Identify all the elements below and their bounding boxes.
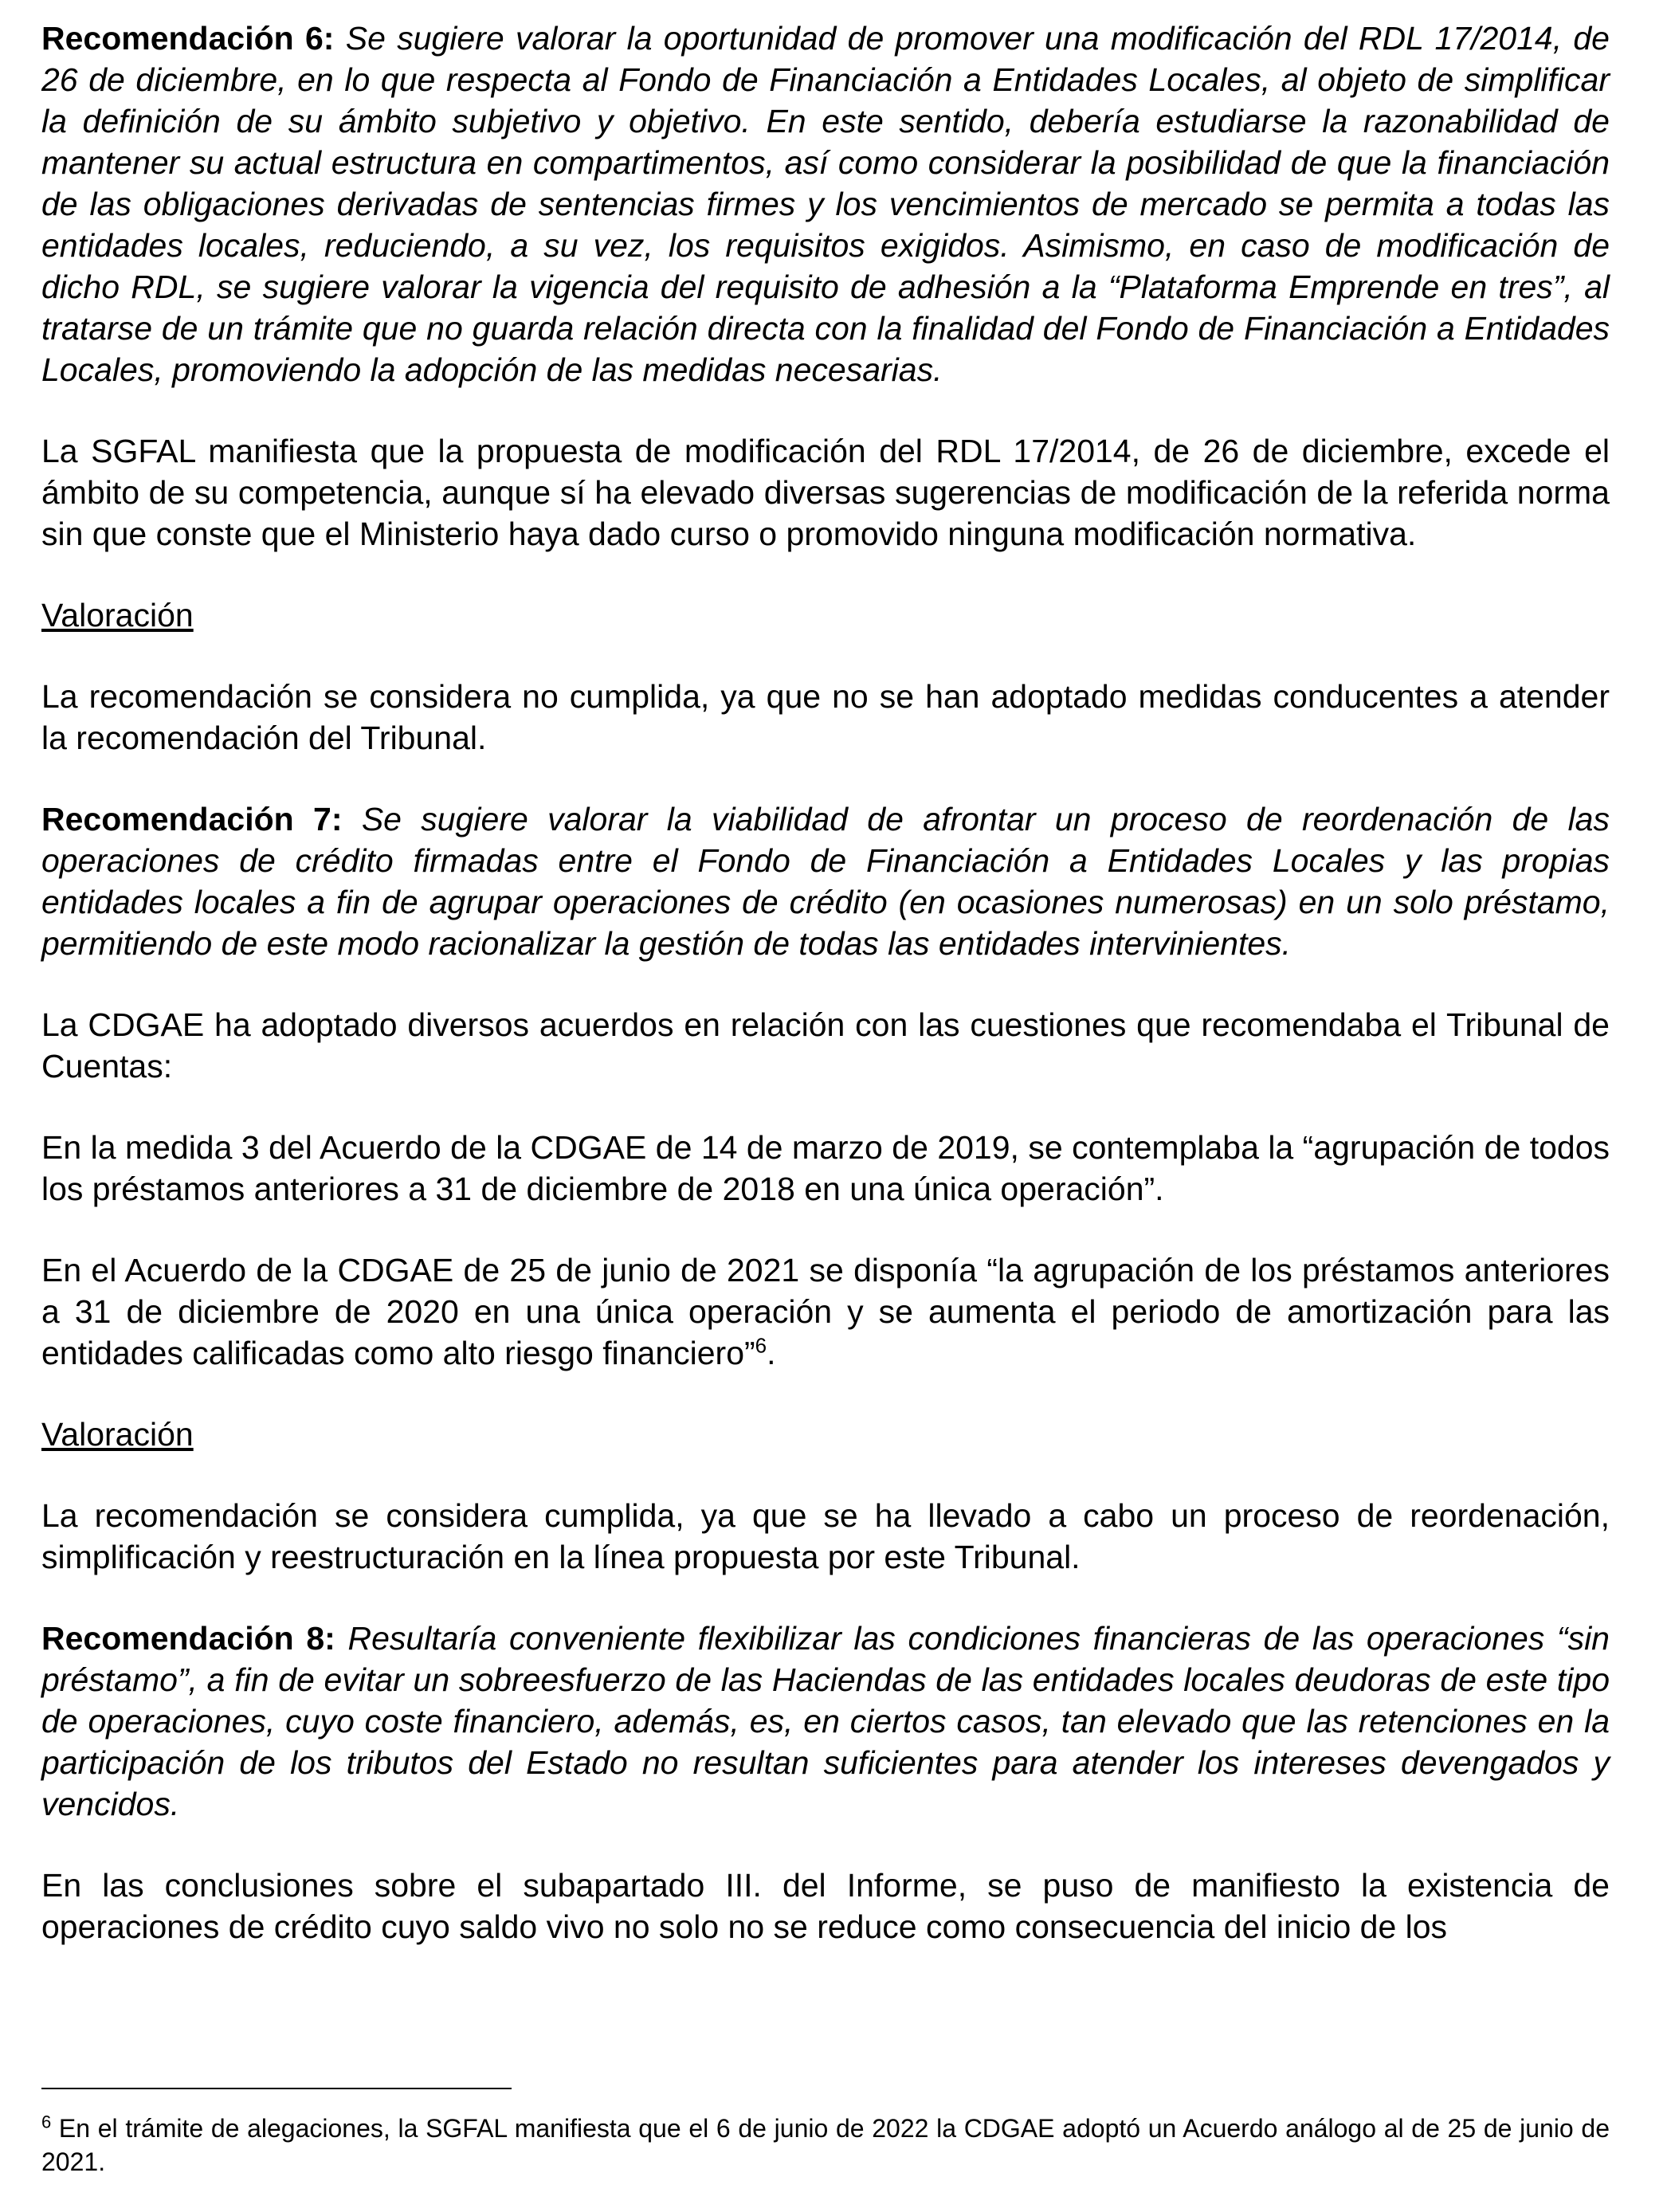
- footnote-separator: [41, 2088, 512, 2089]
- valoracion-heading-text: Valoración: [41, 1416, 194, 1453]
- recommendation-8: [41, 1618, 1610, 1825]
- recommendation-8-text: Resultaría conveniente flexibilizar las condiciones financieras de las operaciones “sin préstamo”, a fin de evitar un sobreesfuerzo de las Haciendas de las entidades locales deudoras de este tipo de operaciones, cuyo coste financiero, además, es, en ciertos casos, tan elevado que las retenciones en la participación de los tributos del Estado no resultan suficientes para atender los intereses devengados y vencidos.: [41, 1620, 1610, 1822]
- recommendation-7-text: Se sugiere valorar la viabilidad de afrontar un proceso de reordenación de las operaciones de crédito firmadas entre el Fondo de Financiación a Entidades Locales y las propias entidades locales a fin de agrupar operaciones de crédito (en ocasiones numerosas) en un solo préstamo, permitiendo de este modo racionalizar la gestión de todas las entidades intervinientes.: [41, 801, 1610, 962]
- recommendation-6-valoracion-heading: [41, 594, 1610, 636]
- footnote-text: En el trámite de alegaciones, la SGFAL manifiesta que el 6 de junio de 2022 la CDGAE adoptó un Acuerdo análogo al de 25 de junio de 2021.: [41, 2114, 1610, 2176]
- recommendation-7-valoracion-heading: [41, 1414, 1610, 1455]
- footnote: [41, 2112, 1610, 2179]
- recommendation-6-text: Se sugiere valorar la oportunidad de promover una modificación del RDL 17/2014, de 26 de diciembre, en lo que respecta al Fondo de Financiación a Entidades Locales, al objeto de simplificar la definición de su ámbito subjetivo y objetivo. En este sentido, debería estudiarse la razonabilidad de mantener su actual estructura en compartimentos, así como considerar la posibilidad de que la financiación de las obligaciones derivadas de sentencias firmes y los vencimientos de mercado se permita a todas las entidades locales, reduciendo, a su vez, los requisitos exigidos. Asimismo, en caso de modificación de dicho RDL, se sugiere valorar la vigencia del requisito de adhesión a la “Plataforma Emprende en tres”, al tratarse de un trámite que no guarda relación directa con la finalidad del Fondo de Financiación a Entidades Locales, promoviendo la adopción de las medidas necesarias.: [41, 20, 1610, 388]
- recommendation-6-label: Recomendación 6:: [41, 20, 335, 57]
- recommendation-7-response-3-text: En el Acuerdo de la CDGAE de 25 de junio de 2021 se disponía “la agrupación de los préstamos anteriores a 31 de diciembre de 2020 en una única operación y se aumenta el periodo de amortización para las entidades calificadas como alto riesgo financiero”: [41, 1252, 1610, 1371]
- recommendation-7-label: Recomendación 7:: [41, 801, 343, 837]
- recommendation-8-response: En las conclusiones sobre el subapartado III. del Informe, se puso de manifiesto la existencia de operaciones de crédito cuyo saldo vivo no solo no se reduce como consecuencia del inicio de los: [41, 1867, 1610, 1945]
- recommendation-7-response-2: En la medida 3 del Acuerdo de la CDGAE de 14 de marzo de 2019, se contemplaba la “agrupación de todos los préstamos anteriores a 31 de diciembre de 2018 en una única operación”.: [41, 1129, 1610, 1207]
- recommendation-6-response: La SGFAL manifiesta que la propuesta de modificación del RDL 17/2014, de 26 de diciembre, excede el ámbito de su competencia, aunque sí ha elevado diversas sugerencias de modificación de la referida norma sin que conste que el Ministerio haya dado curso o promovido ninguna modificación normativa.: [41, 433, 1610, 552]
- recommendation-7-response-1: La CDGAE ha adoptado diversos acuerdos en relación con las cuestiones que recomendaba el Tribunal de Cuentas:: [41, 1006, 1610, 1084]
- recommendation-6: [41, 18, 1610, 390]
- recommendation-7-response-3: [41, 1249, 1610, 1374]
- footnote-reference[interactable]: 6: [755, 1333, 767, 1358]
- recommendation-6-valoracion-text: La recomendación se considera no cumplida, ya que no se han adoptado medidas conducentes a atender la recomendación del Tribunal.: [41, 678, 1610, 756]
- recommendation-7-valoracion-text: La recomendación se considera cumplida, ya que se ha llevado a cabo un proceso de reordenación, simplificación y reestructuración en la línea propuesta por este Tribunal.: [41, 1497, 1610, 1575]
- footnote-number: 6: [41, 2112, 52, 2132]
- valoracion-heading-text: Valoración: [41, 597, 194, 633]
- recommendation-7: [41, 798, 1610, 964]
- recommendation-7-response-3-end: .: [767, 1335, 776, 1371]
- document-body: [41, 18, 1610, 1947]
- recommendation-8-label: Recomendación 8:: [41, 1620, 335, 1657]
